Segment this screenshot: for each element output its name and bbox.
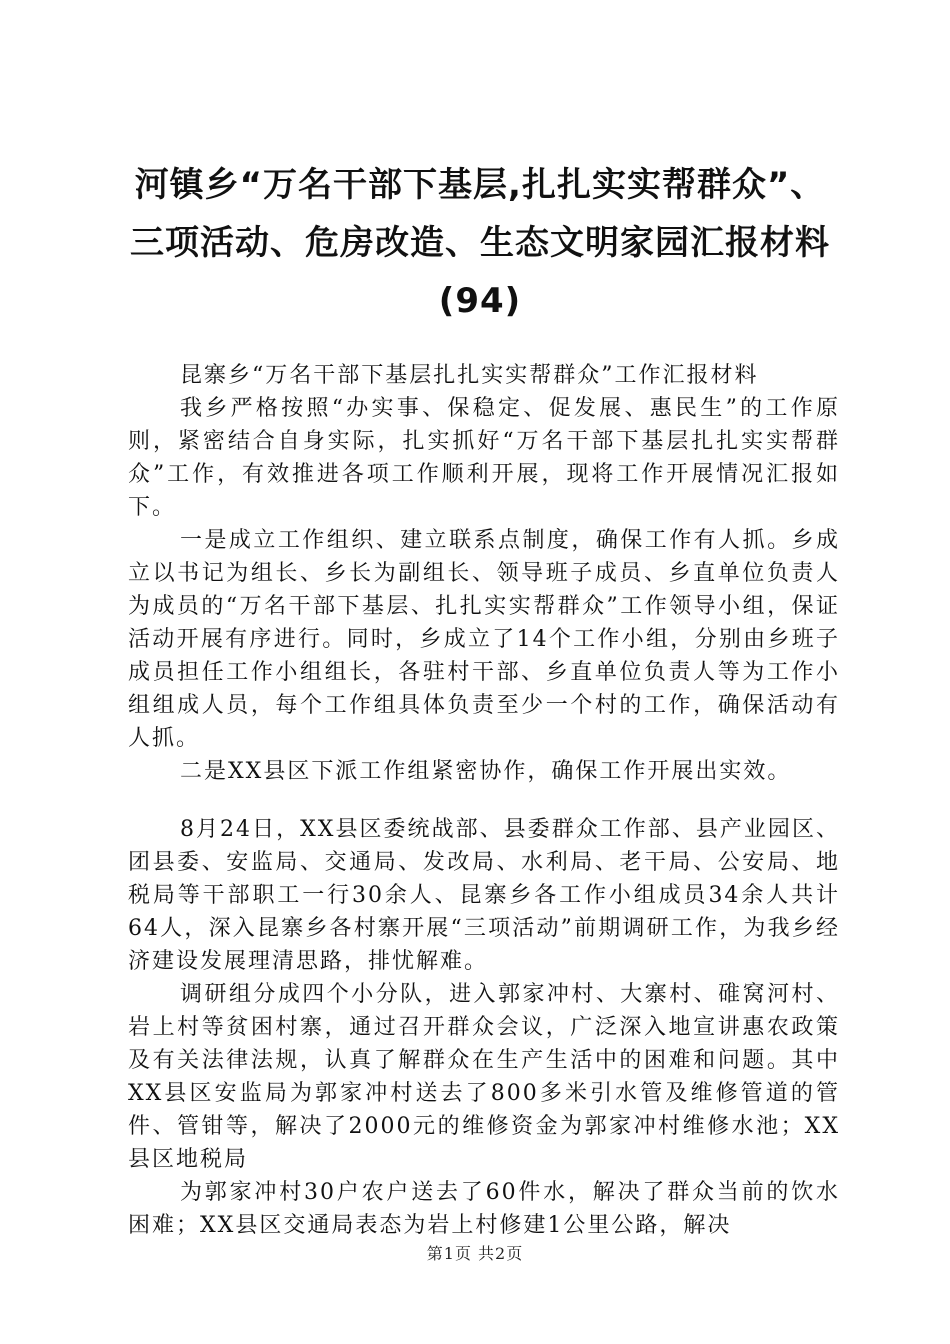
document-title [110, 156, 850, 330]
title-line-3: (94) [438, 281, 522, 321]
title-line-1: 河镇乡“万名干部下基层,扎扎实实帮群众”、 [134, 165, 826, 205]
paragraph-survey-teams: 调研组分成四个小分队，进入郭家冲村、大寨村、碓窝河村、岩上村等贫困村寨，通过召开群众会议，广泛深入地宣讲惠农政策及有关法律法规，认真了解群众在生产生活中的困难和问题。其中XX县区安监局为郭家冲村送去了800多米引水管及维修管道的管件、管钳等，解决了2000元的维修资金为郭家冲村维修水池；XX县区地税局 [128, 982, 840, 1172]
paragraph-water-support: 为郭家冲村30户农户送去了60件水，解决了群众当前的饮水困难；XX县区交通局表态为岩上村修建1公里公路，解决 [128, 1180, 840, 1238]
page-number-footer: 第1页 共2页 [426, 1244, 524, 1263]
paragraph-point-two: 二是XX县区下派工作组紧密协作，确保工作开展出实效。 [180, 759, 792, 784]
paragraph-intro: 我乡严格按照“办实事、保稳定、促发展、惠民生”的工作原则，紧密结合自身实际，扎实抓好“万名干部下基层扎扎实实帮群众”工作，有效推进各项工作顺利开展，现将工作开展情况汇报如下。 [128, 396, 840, 520]
title-line-2: 三项活动、危房改造、生态文明家园汇报材料 [130, 223, 830, 263]
paragraph-point-one: 一是成立工作组织、建立联系点制度，确保工作有人抓。乡成立以书记为组长、乡长为副组长、领导班子成员、乡直单位负责人为成员的“万名干部下基层、扎扎实实帮群众”工作领导小组，保证活动开展有序进行。同时，乡成立了14个工作小组，分别由乡班子成员担任工作小组组长，各驻村干部、乡直单位负责人等为工作小组组成人员，每个工作组具体负责至少一个村的工作，确保活动有人抓。 [128, 528, 840, 751]
document-body [128, 359, 840, 1242]
paragraph-survey-visit: 8月24日，XX县区委统战部、县委群众工作部、县产业园区、团县委、安监局、交通局、发改局、水利局、老干局、公安局、地税局等干部职工一行30余人、昆寨乡各工作小组成员34余人共计64人，深入昆寨乡各村寨开展“三项活动”前期调研工作，为我乡经济建设发展理清思路，排忧解难。 [128, 817, 840, 974]
paragraph-subtitle: 昆寨乡“万名干部下基层扎扎实实帮群众”工作汇报材料 [180, 363, 759, 388]
